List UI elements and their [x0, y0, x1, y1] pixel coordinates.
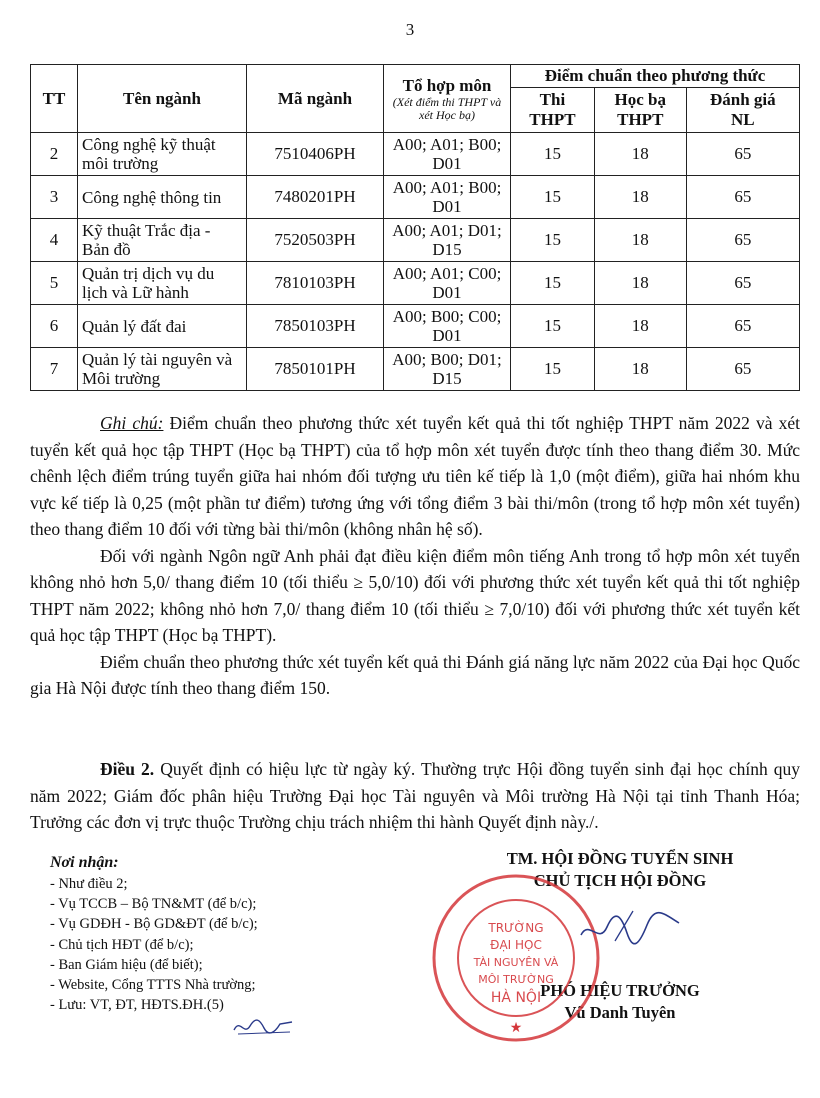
official-stamp-icon	[430, 872, 602, 1044]
cell-tt: 6	[31, 305, 78, 348]
admission-score-table	[30, 64, 800, 391]
cell-name: Công nghệ thông tin	[78, 176, 247, 219]
article-2-text: Quyết định có hiệu lực từ ngày ký. Thường trực Hội đồng tuyển sinh đại học chính quy năm 2022; Giám đốc phân hiệu Trường Đại học Tài nguyên và Môi trường Hà Nội tại tỉnh Thanh Hóa; Trưởng các đơn vị trực thuộc Trường chịu trách nhiệm thi hành Quyết định này./.	[30, 759, 801, 832]
cell-combination: A00; B00; C00; D01	[384, 305, 511, 348]
cell-hocba: 18	[594, 133, 686, 176]
stamp-line-2: ĐẠI HỌC	[490, 938, 542, 952]
article-2-label: Điều 2.	[100, 759, 155, 779]
header-combination	[384, 65, 511, 133]
cell-combination: A00; B00; D01; D15	[384, 348, 511, 391]
cell-nl: 65	[686, 348, 799, 391]
cell-thpt: 15	[511, 133, 595, 176]
note-text-1: Điểm chuẩn theo phương thức xét tuyển kết quả thi tốt nghiệp THPT năm 2022 và xét tuyển kết quả học tập THPT (Học bạ THPT) của tổ hợp môn xét tuyển được tính theo thang điểm 30. Mức chênh lệch điểm trúng tuyển giữa hai nhóm đối tượng ưu tiên kế tiếp là 1,0 (một điểm), giữa hai nhóm khu vực kế tiếp là 0,25 (một phần tư điểm) tương ứng với tổng điểm 3 bài thi/môn (trong tổ hợp môn xét tuyển) theo thang điểm 10 đối với từng bài thi/môn (không nhân hệ số).	[30, 413, 800, 539]
recipients-title: Nơi nhận:	[50, 854, 119, 871]
cell-combination: A00; A01; B00; D01	[384, 133, 511, 176]
table-row	[31, 262, 800, 305]
stamp-line-4: MÔI TRƯỜNG	[478, 973, 554, 986]
cell-nl: 65	[686, 176, 799, 219]
list-item: - Website, Cổng TTTS Nhà trường;	[50, 977, 256, 994]
stamp-line-5: HÀ NỘI	[490, 990, 542, 1006]
header-score-group: Điểm chuẩn theo phương thức	[511, 65, 800, 88]
header-score-thpt-line2: THPT	[529, 110, 576, 129]
header-tt: TT	[31, 65, 78, 133]
cell-code: 7850101PH	[247, 348, 384, 391]
list-item: - Như điều 2;	[50, 876, 128, 892]
cell-thpt: 15	[511, 348, 595, 391]
cell-tt: 4	[31, 219, 78, 262]
cell-nl: 65	[686, 305, 799, 348]
table-row	[31, 176, 800, 219]
table-row	[31, 133, 800, 176]
cell-hocba: 18	[594, 305, 686, 348]
stamp-star-icon: ★	[509, 1020, 523, 1036]
cell-thpt: 15	[511, 262, 595, 305]
signer-name: Vũ Danh Tuyên	[564, 1003, 676, 1022]
header-score-nl-line1: Đánh giá	[709, 90, 776, 109]
cell-tt: 3	[31, 176, 78, 219]
header-combination-label: Tổ hợp môn	[402, 75, 492, 95]
stamp-line-1: TRƯỜNG	[488, 921, 544, 935]
cell-tt: 7	[31, 348, 78, 391]
article-2	[30, 756, 800, 836]
note-paragraph-1	[30, 410, 800, 543]
list-item: - Vụ TCCB – Bộ TN&MT (để b/c);	[50, 896, 257, 913]
header-score-hocba-line2: THPT	[617, 110, 664, 129]
note-paragraph-3: Điểm chuẩn theo phương thức xét tuyển kết quả thi Đánh giá năng lực năm 2022 của Đại học Quốc gia Hà Nội được tính theo thang điểm 150.	[30, 651, 800, 698]
header-score-thpt	[511, 88, 595, 133]
cell-code: 7520503PH	[247, 219, 384, 262]
cell-combination: A00; A01; D01; D15	[384, 219, 511, 262]
note-label: Ghi chú:	[100, 413, 164, 433]
cell-combination: A00; A01; B00; D01	[384, 176, 511, 219]
article-2-paragraph	[30, 756, 800, 836]
header-score-thpt-line1: Thi	[539, 90, 566, 109]
notes-section	[30, 410, 800, 702]
signature-line-2: CHỦ TỊCH HỘI ĐỒNG	[533, 871, 707, 890]
list-item: - Chủ tịch HĐT (để b/c);	[50, 936, 194, 953]
cell-hocba: 18	[594, 176, 686, 219]
cell-code: 7480201PH	[247, 176, 384, 219]
handwritten-signature-icon	[575, 905, 685, 955]
cell-tt: 5	[31, 262, 78, 305]
cell-name: Quản lý tài nguyên và Môi trường	[78, 348, 247, 391]
header-score-hocba	[594, 88, 686, 133]
cell-thpt: 15	[511, 305, 595, 348]
cell-nl: 65	[686, 262, 799, 305]
cell-code: 7810103PH	[247, 262, 384, 305]
header-score-nl	[686, 88, 799, 133]
cell-hocba: 18	[594, 262, 686, 305]
cell-name: Công nghệ kỹ thuật môi trường	[78, 133, 247, 176]
cell-hocba: 18	[594, 219, 686, 262]
list-item: - Lưu: VT, ĐT, HĐTS.ĐH.(5)	[50, 997, 224, 1014]
header-code: Mã ngành	[247, 65, 384, 133]
cell-hocba: 18	[594, 348, 686, 391]
header-score-nl-line2: NL	[731, 110, 755, 129]
page-number: 3	[405, 20, 415, 39]
cell-name: Quản trị dịch vụ du lịch và Lữ hành	[78, 262, 247, 305]
cell-thpt: 15	[511, 176, 595, 219]
cell-thpt: 15	[511, 219, 595, 262]
note-paragraph-2: Đối với ngành Ngôn ngữ Anh phải đạt điều kiện điểm môn tiếng Anh trong tổ hợp môn xét tuyển không nhỏ hơn 5,0/ thang điểm 10 (tối thiểu ≥ 5,0/10) đối với phương thức xét tuyển kết quả thi tốt nghiệp THPT năm 2022; không nhỏ hơn 7,0/ thang điểm 10 (tối thiểu ≥ 7,0/10) đối với phương thức xét tuyển kết quả học tập THPT (Học bạ THPT).	[30, 545, 800, 645]
cell-nl: 65	[686, 219, 799, 262]
stamp-line-3: TÀI NGUYÊN VÀ	[473, 956, 559, 969]
list-item: - Vụ GDĐH - Bộ GD&ĐT (để b/c);	[50, 916, 258, 933]
initials-signature-icon	[230, 1010, 300, 1040]
cell-name: Kỹ thuật Trắc địa - Bản đồ	[78, 219, 247, 262]
signature-line-3: PHÓ HIỆU TRƯỞNG	[540, 981, 700, 1000]
cell-code: 7510406PH	[247, 133, 384, 176]
cell-name: Quản lý đất đai	[78, 305, 247, 348]
header-combination-note: (Xét điểm thi THPT và xét Học bạ)	[392, 94, 502, 122]
cell-combination: A00; A01; C00; D01	[384, 262, 511, 305]
table-row	[31, 348, 800, 391]
list-item: - Ban Giám hiệu (để biết);	[50, 956, 203, 973]
signature-line-1: TM. HỘI ĐỒNG TUYỂN SINH	[506, 849, 734, 868]
table-row	[31, 305, 800, 348]
header-name: Tên ngành	[78, 65, 247, 133]
cell-code: 7850103PH	[247, 305, 384, 348]
table-row	[31, 219, 800, 262]
cell-tt: 2	[31, 133, 78, 176]
cell-nl: 65	[686, 133, 799, 176]
header-score-hocba-line1: Học bạ	[614, 90, 667, 109]
recipients-block	[50, 852, 258, 1015]
